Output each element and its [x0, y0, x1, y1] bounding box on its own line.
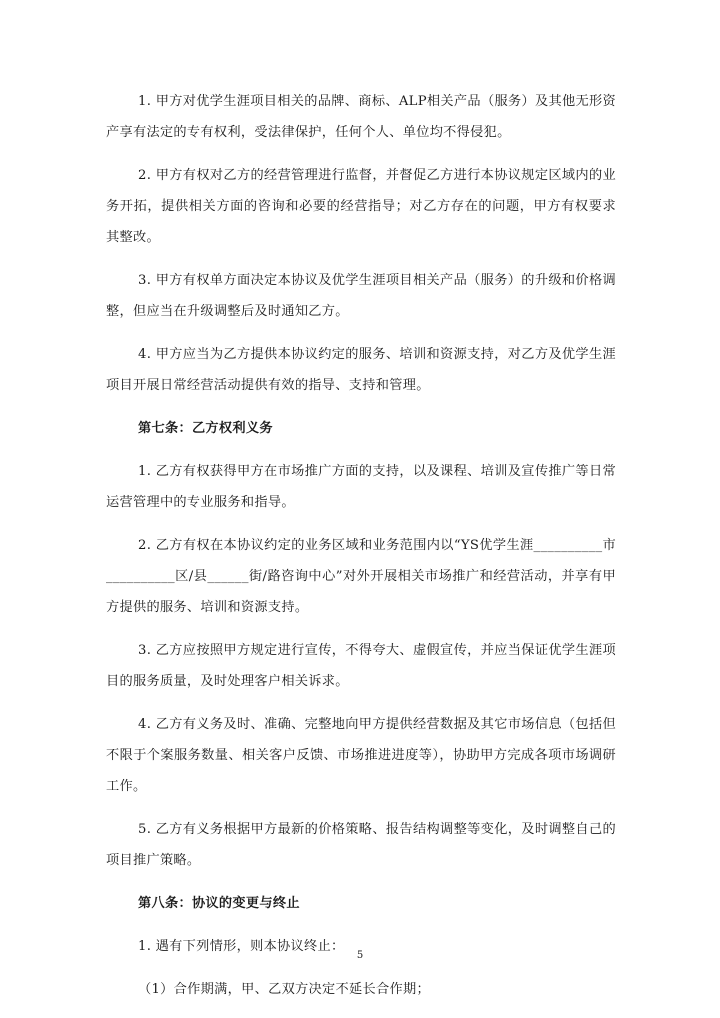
clause-6-item-4: 4. 甲方应当为乙方提供本协议约定的服务、培训和资源支持，对乙方及优学生涯项目开展日常经营活动提供有效的指导、支持和管理。: [106, 347, 616, 393]
clause-8-item-1: 1. 遇有下列情形，则本协议终止：: [138, 939, 345, 954]
section-8-heading: 第八条：协议的变更与终止: [138, 896, 300, 911]
clause-8-subitem-1: （1）合作期满，甲、乙双方决定不延长合作期；: [138, 982, 430, 997]
clause-7-item-4: 4. 乙方有义务及时、准确、完整地向甲方提供经营数据及其它市场信息（包括但不限于个案服务数量、相关客户反馈、市场推进进度等），协助甲方完成各项市场调研工作。: [106, 717, 616, 794]
clause-7-item-2: 2. 乙方有权在本协议约定的业务区域和业务范围内以“YS优学生涯__________市__________区/县______街/路咨询中心”对外开展相关市场推广和经营活动，并享有甲方提供的服务、培训和资源支持。: [106, 538, 616, 615]
page-body: [106, 86, 616, 1017]
clause-7-item-1: 1. 乙方有权获得甲方在市场推广方面的支持，以及课程、培训及宣传推广等日常运营管理中的专业服务和指导。: [106, 464, 616, 510]
clause-6-item-1: 1. 甲方对优学生涯项目相关的品牌、商标、ALP相关产品（服务）及其他无形资产享有法定的专有权利，受法律保护，任何个人、单位均不得侵犯。: [106, 94, 616, 140]
section-7-heading: 第七条：乙方权利义务: [138, 421, 273, 436]
clause-6-item-2: 2. 甲方有权对乙方的经营管理进行监督，并督促乙方进行本协议规定区域内的业务开拓，提供相关方面的咨询和必要的经营指导；对乙方存在的问题，甲方有权要求其整改。: [106, 168, 616, 245]
clause-7-item-5: 5. 乙方有义务根据甲方最新的价格策略、报告结构调整等变化，及时调整自己的项目推广策略。: [106, 822, 616, 868]
page-number: 5: [356, 950, 364, 961]
clause-6-item-3: 3. 甲方有权单方面决定本协议及优学生涯项目相关产品（服务）的升级和价格调整，但应当在升级调整后及时通知乙方。: [106, 273, 616, 319]
clause-7-item-3: 3. 乙方应按照甲方规定进行宣传，不得夸大、虚假宣传，并应当保证优学生涯项目的服务质量，及时处理客户相关诉求。: [106, 643, 616, 689]
